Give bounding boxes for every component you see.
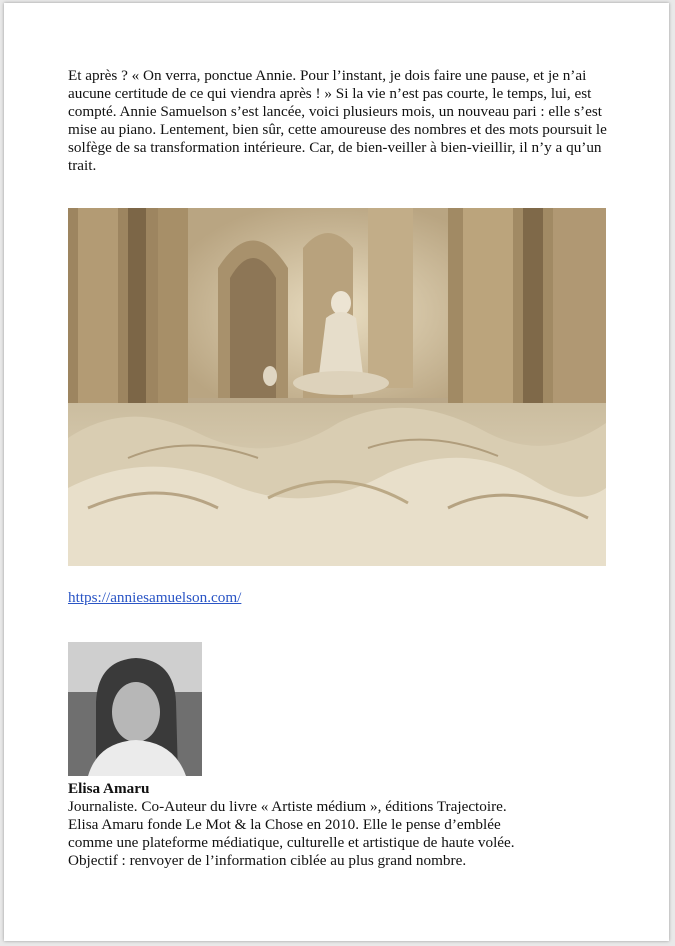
article-paragraph: Et après ? « On verra, ponctue Annie. Pour l’instant, je dois faire une pause, et je n’ai aucune certitude de ce qui viendra après ! » Si la vie n’est pas courte, le temps, lui, est compté. Annie Samuelson s’est lancée, voici plusieurs mois, un nouveau pari : elle s’est mise au piano. Lentement, bien sûr, cette amoureuse des nombres et des mots poursuit le solfège de sa transformation intérieure. Car, de bien-veiller à bien-vieillir, il n’y a qu’un trait.	[68, 67, 607, 174]
document-page	[4, 3, 669, 941]
author-bio-line: comme une plateforme médiatique, culturelle et artistique de haute volée.	[68, 834, 515, 851]
article-photo-sculpture-cloister	[68, 208, 606, 566]
author-bio-line: Objectif : renvoyer de l’information ciblée au plus grand nombre.	[68, 852, 467, 869]
author-bio-line: Elisa Amaru fonde Le Mot & la Chose en 2010. Elle le pense d’emblée	[68, 816, 501, 833]
author-name: Elisa Amaru	[68, 780, 150, 797]
author-website-link[interactable]: https://anniesamuelson.com/	[68, 589, 242, 606]
author-bio	[68, 798, 613, 870]
author-photo	[68, 642, 202, 776]
author-bio-line: Journaliste. Co-Auteur du livre « Artiste médium », éditions Trajectoire.	[68, 798, 507, 815]
